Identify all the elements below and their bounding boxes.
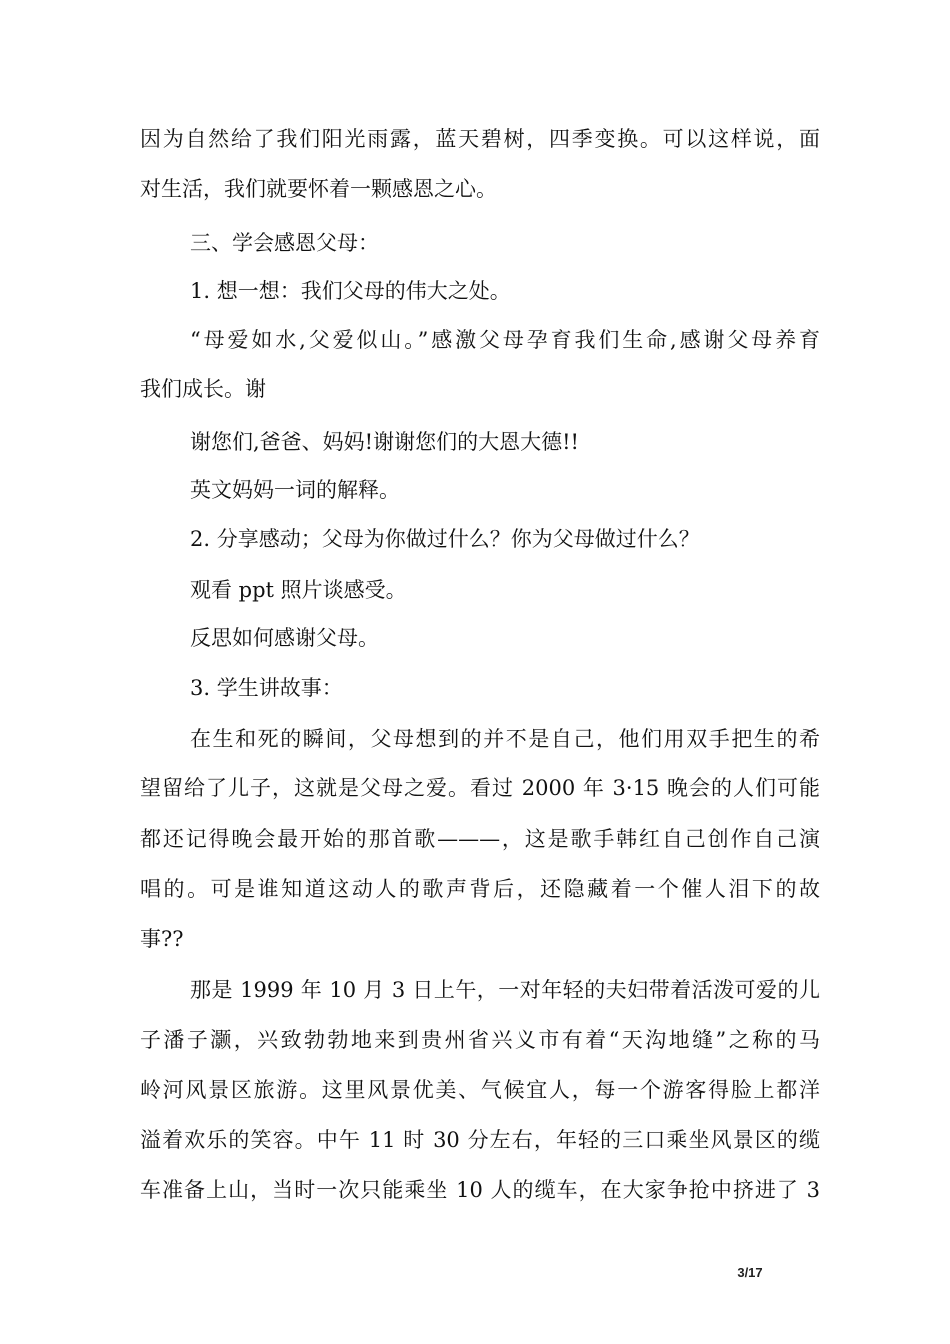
text-line: 因为自然给了我们阳光雨露，蓝天碧树，四季变换。可以这样说，面 [140, 127, 820, 151]
text-line: 反思如何感谢父母。 [190, 626, 379, 650]
text-line: 对生活，我们就要怀着一颗感恩之心。 [140, 177, 497, 201]
text-line: 谢您们,爸爸、妈妈!谢谢您们的大恩大德!! [190, 430, 579, 454]
text-line: 2. 分享感动；父母为你做过什么？你为父母做过什么？ [190, 527, 700, 551]
text-line: 3. 学生讲故事： [190, 676, 343, 700]
text-line: 唱的。可是谁知道这动人的歌声背后，还隐藏着一个催人泪下的故 [140, 877, 820, 901]
text-line: 望留给了儿子，这就是父母之爱。看过 2000 年 3·15 晚会的人们可能 [140, 776, 820, 800]
text-line: 观看 ppt 照片谈感受。 [190, 578, 407, 602]
text-line: 那是 1999 年 10 月 3 日上午，一对年轻的夫妇带着活泼可爱的儿 [190, 978, 820, 1002]
text-line: 都还记得晚会最开始的那首歌———，这是歌手韩红自己创作自己演 [140, 827, 820, 851]
section-heading: 三、学会感恩父母： [190, 231, 379, 255]
text-line: 我们成长。谢 [140, 377, 266, 401]
text-line: 英文妈妈一词的解释。 [190, 478, 400, 502]
text-line: 事?? [140, 927, 184, 951]
text-line: 1. 想一想：我们父母的伟大之处。 [190, 279, 511, 303]
text-line: 溢着欢乐的笑容。中午 11 时 30 分左右，年轻的三口乘坐风景区的缆 [140, 1128, 820, 1152]
page-number: 3/17 [737, 1265, 763, 1280]
text-line: 在生和死的瞬间，父母想到的并不是自己，他们用双手把生的希 [190, 727, 820, 751]
text-line: 车准备上山，当时一次只能乘坐 10 人的缆车，在大家争抢中挤进了 3 [140, 1178, 820, 1202]
text-line: 岭河风景区旅游。这里风景优美、气候宜人，每一个游客得脸上都洋 [140, 1078, 820, 1102]
text-line: “母爱如水,父爱似山。”感激父母孕育我们生命,感谢父母养育 [190, 328, 820, 352]
text-line: 子潘子灏，兴致勃勃地来到贵州省兴义市有着“天沟地缝”之称的马 [140, 1028, 820, 1052]
